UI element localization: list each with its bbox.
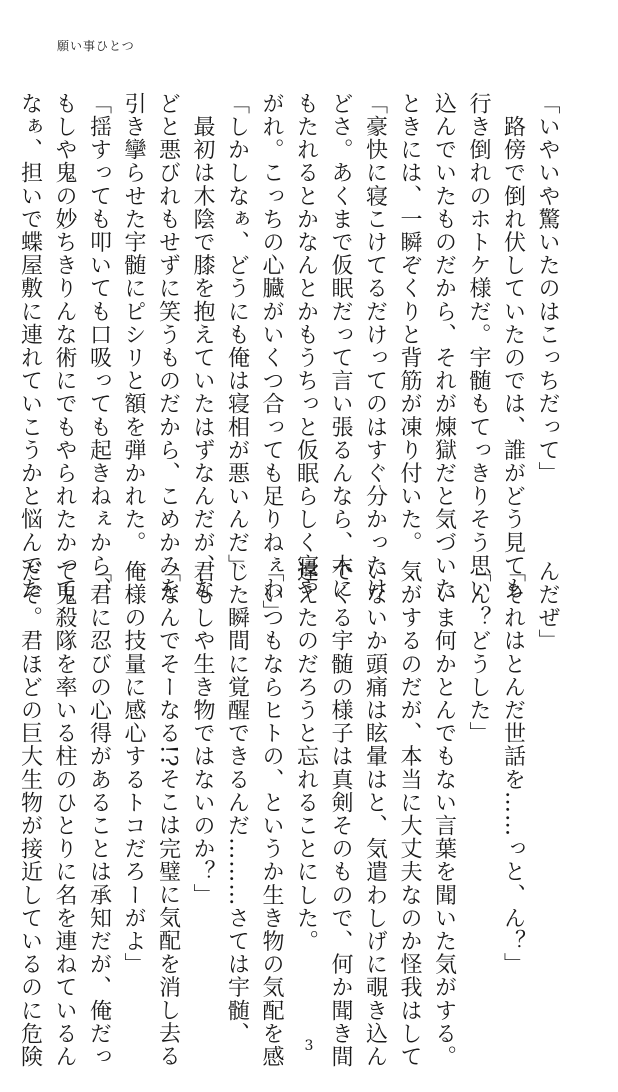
text-line: ときには、一瞬ぞくりと背筋が凍り付いた。 xyxy=(397,92,422,554)
text-line: だぞ。君ほどの巨大生物が接近しているのに危険 xyxy=(17,560,43,1069)
text-line: もたれるとかなんとかもうちっと仮眠らしく寝や xyxy=(293,92,319,601)
text-line: んだぜ」 xyxy=(535,560,560,653)
text-line: じた瞬間に覚醒できるんだ………さては宇髄、 xyxy=(224,560,250,1046)
text-line: 気がするのだが、本当に大丈夫なのか怪我はして xyxy=(397,560,422,1069)
text-line: 「それはとんだ世話を……っと、ん？」 xyxy=(500,560,526,976)
text-line: 違えたのだろうと忘れることにした。 xyxy=(293,560,319,953)
text-line: て鬼殺隊を率いる柱のひとりに名を連ねているん xyxy=(52,560,77,1069)
text-line: 「君に忍びの心得があることは承知だが、俺だっ xyxy=(86,560,112,1069)
text-line: 最初は木陰で膝を抱えていたはずなんだが、な xyxy=(190,92,215,601)
page-number: 3 xyxy=(304,1038,314,1054)
text-line: 「いつもならヒトの、というか生き物の気配を感 xyxy=(259,560,284,1069)
text-line: がれ。こっちの心臓がいくつ合っても足りねぇわ」 xyxy=(259,92,284,624)
text-line: でくる宇髄の様子は真剣そのもので、何か聞き間 xyxy=(328,560,353,1069)
lower-text-block xyxy=(12,560,564,1069)
text-line: 「なんでそーなる!?そこは完璧に気配を消し去る xyxy=(155,560,181,1068)
text-line: もしや鬼の妙ちきりんな術にでもやられたかって xyxy=(52,92,77,601)
text-line: 「ん？どうした」 xyxy=(466,560,491,745)
text-line: 路傍で倒れ伏していたのでは、誰がどう見ても xyxy=(500,92,526,601)
text-line: いないか頭痛は眩暈はと、気遣わしげに覗き込ん xyxy=(362,560,388,1069)
text-line: 「しかしなぁ、どうにも俺は寝相が悪いんだ」 xyxy=(224,92,250,578)
text-line: 俺様の技量に感心するトコだろーがよ」 xyxy=(121,560,146,976)
text-line: 行き倒れのホトケ様だ。宇髄もてっきりそう思い xyxy=(466,92,491,601)
page-header-title: 願い事ひとつ xyxy=(57,39,135,53)
text-line: 込んでいたものだから、それが煉獄だと気づいた xyxy=(431,92,457,601)
text-line: どさ。あくまで仮眠だって言い張るんなら、木に xyxy=(328,92,353,601)
text-line: 君もしや生き物ではないのか？」 xyxy=(190,560,215,907)
text-line: いま何かとんでもない言葉を聞いた気がする。 xyxy=(431,560,457,1069)
text-line: どと悪びれもせずに笑うものだから、こめかみを xyxy=(155,92,181,601)
text-line: 「豪快に寝こけてるだけってのはすぐ分かったけ xyxy=(362,92,388,601)
text-line: 「揺すっても叩いても口吸っても起きねぇから、 xyxy=(86,92,112,601)
text-line: 引き攣らせた宇髄にピシリと額を弾かれた。 xyxy=(121,92,146,554)
text-line: なぁ、担いで蝶屋敷に連れていこうかと悩んでた xyxy=(17,92,43,601)
text-line: 「いやいや驚いたのはこっちだって」 xyxy=(535,92,560,485)
